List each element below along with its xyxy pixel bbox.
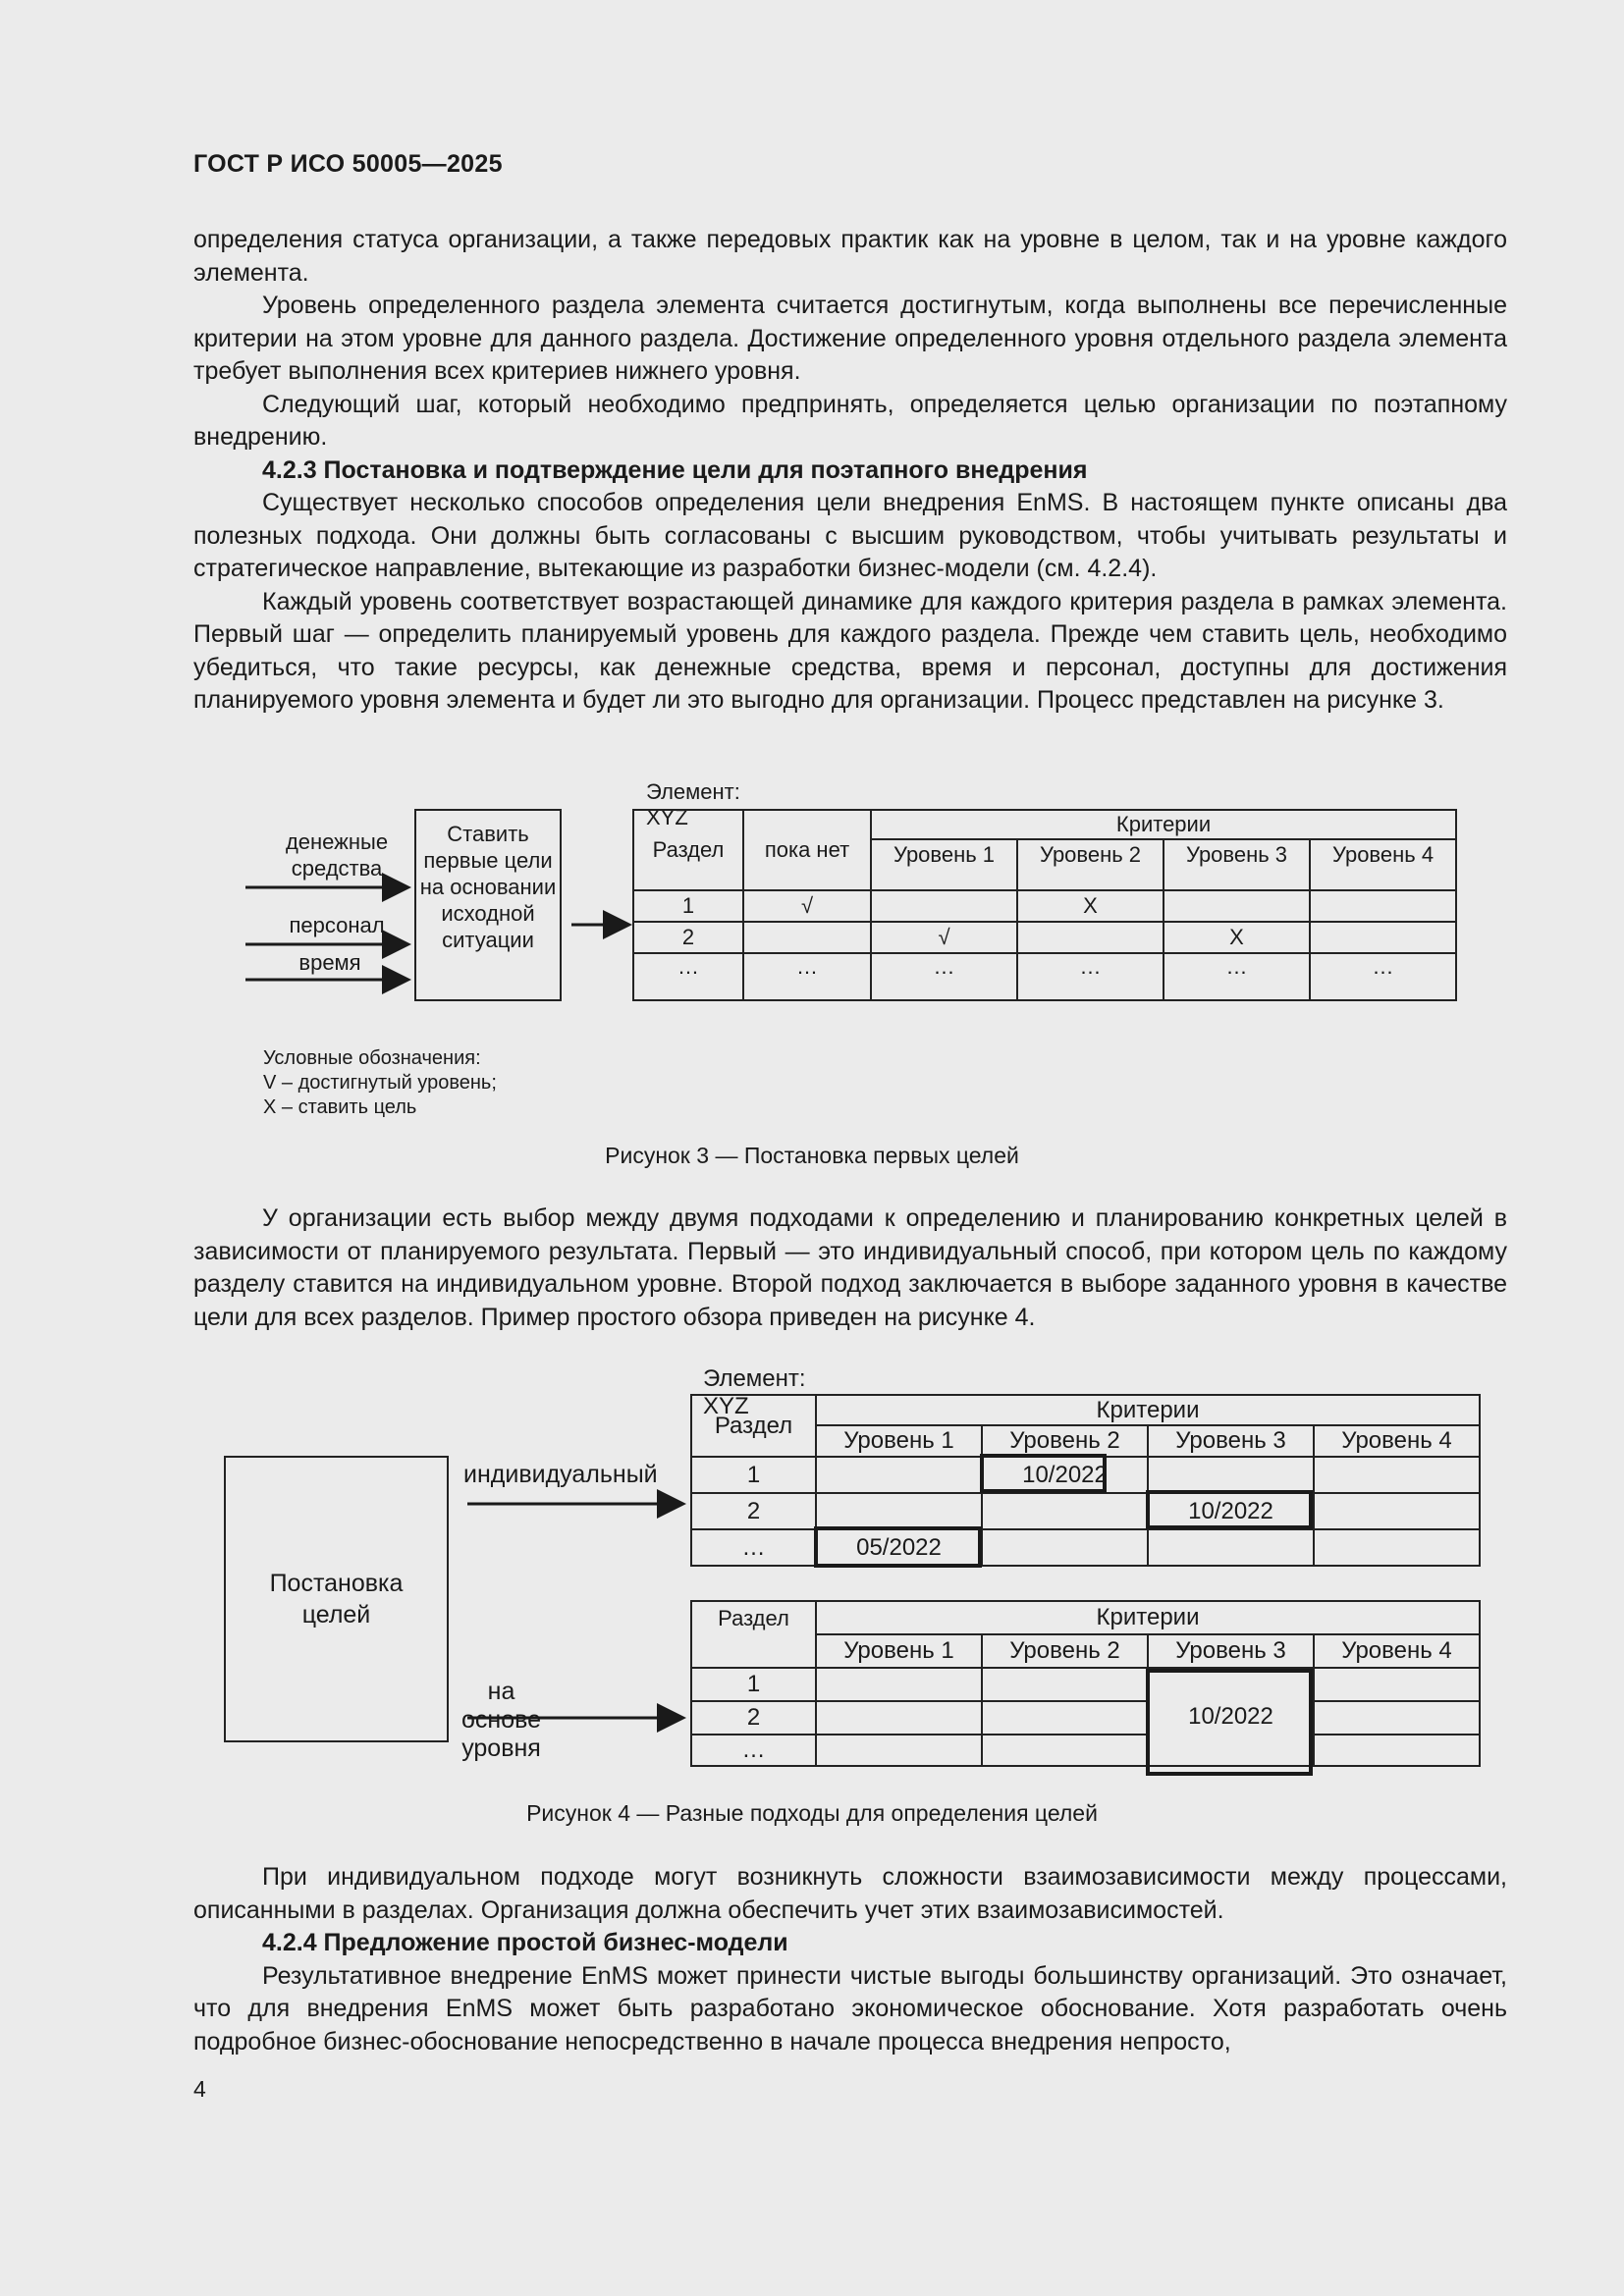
table-cell: … [691,1529,816,1566]
paragraph: Каждый уровень соответствует возрастающей динамике для каждого критерия раздела в рамках элемента. Первый шаг — определить планируемый уровень для каждого раздела. Прежде чем ставить цель, необходимо убедиться, что такие ресурсы, как денежные средства, время и персонал, доступны для достижения планируемого уровня элемента и будет ли это выгодно для организации. Процесс представлен на рисунке 3. [193,587,1507,714]
paragraph: Существует несколько способов определения цели внедрения EnMS. В настоящем пункте описаны два полезных подхода. Они должны быть согласованы с высшим руководством, чтобы учитывать результаты и стратегическое направление, вытекающие из разработки бизнес-модели (см. 4.2.4). [193,489,1507,582]
table-cell [816,1493,982,1529]
page-number: 4 [193,2076,206,2102]
section-heading: 4.2.4 Предложение простой бизнес-модели [262,1929,788,1956]
header-section: Раздел [691,1395,816,1457]
header-level-1: Уровень 1 [816,1634,982,1668]
input-label-money: денежные средства [285,829,389,881]
target-highlight [1146,1669,1313,1776]
section-heading: 4.2.3 Постановка и подтверждение цели для поэтапного внедрения [262,455,1088,484]
element-label: Элемент: XYZ [703,1365,806,1419]
header-criteria: Критерии [871,810,1456,839]
table-cell: … [1164,953,1310,1000]
paragraph: При индивидуальном подходе могут возникнуть сложности взаимозависимости между процессами, описанными в разделах. Организация должна обеспечить учет этих взаимозависимостей. [193,1863,1507,1924]
table-cell [982,1529,1148,1566]
table-row [691,1701,1480,1735]
table-cell [816,1457,982,1493]
table-cell [982,1668,1148,1701]
table-cell [1314,1493,1480,1529]
header-level-1: Уровень 1 [871,839,1017,890]
table-cell [1314,1529,1480,1566]
paragraph: Уровень определенного раздела элемента считается достигнутым, когда выполнены все перечисленные критерии на этом уровне для данного раздела. Достижение определенного уровня отдельного раздела элемента требует выполнения всех критериев нижнего уровня. [193,292,1507,385]
table-cell [816,1701,982,1735]
table-cell: 1 [691,1668,816,1701]
goal-setting-box: Постановка целей [224,1456,449,1742]
table-cell [1148,1457,1314,1493]
legend-title: Условные обозначения: [263,1047,481,1069]
table-cell: 2 [691,1493,816,1529]
table-cell: 05/2022 [816,1529,982,1566]
paragraph: У организации есть выбор между двумя подходами к определению и планированию конкретных целей в зависимости от планируемого результата. Первый — это индивидуальный способ, при котором цель по каждому разделу ставится на индивидуальном уровне. Второй подход заключается в выборе заданного уровня в качестве цели для всех разделов. Пример простого обзора приведен на рисунке 4. [193,1204,1507,1331]
table-cell: … [691,1735,816,1766]
header-level-4: Уровень 4 [1314,1634,1480,1668]
target-highlight [980,1454,1107,1493]
header-level-3: Уровень 3 [1164,839,1310,890]
table-row [691,1493,1480,1529]
legend-item: X – ставить цель [263,1096,417,1118]
set-goals-box: Ставить первые цели на основании исходной ситуации [414,809,562,1001]
table-cell: 10/2022 [982,1457,1148,1493]
table-row [691,1668,1480,1701]
document-header: ГОСТ Р ИСО 50005—2025 [193,150,503,178]
text-block-bottom [193,1861,1507,2058]
table-cell: X [1164,922,1310,953]
target-highlight [814,1526,982,1568]
table-cell: … [1310,953,1456,1000]
header-level-4: Уровень 4 [1310,839,1456,890]
target-highlight [1146,1490,1313,1529]
table-cell [982,1701,1148,1735]
header-level-2: Уровень 2 [982,1425,1148,1457]
table-cell [1148,1529,1314,1566]
header-level-3: Уровень 3 [1148,1634,1314,1668]
table-cell: … [871,953,1017,1000]
input-label-time: время [298,950,361,975]
table-cell: 1 [691,1457,816,1493]
input-label-staff: персонал [289,913,385,937]
header-not-yet: пока нет [743,810,871,890]
table-cell [982,1493,1148,1529]
table-cell: … [633,953,743,1000]
header-level-1: Уровень 1 [816,1425,982,1457]
header-section: Раздел [691,1601,816,1668]
header-section: Раздел [633,810,743,890]
table-cell: √ [871,922,1017,953]
table-cell [982,1735,1148,1766]
table-cell: … [743,953,871,1000]
table-cell: 1 [633,890,743,922]
table-cell: 2 [633,922,743,953]
header-level-2: Уровень 2 [982,1634,1148,1668]
table-cell [816,1735,982,1766]
figure-4-caption: Рисунок 4 — Разные подходы для определения целей [526,1800,1098,1826]
header-level-2: Уровень 2 [1017,839,1164,890]
approach-level-label: на основе уровня [461,1678,542,1762]
table-cell [1314,1457,1480,1493]
table-cell-target: 10/2022 [1148,1668,1314,1766]
table-cell: 2 [691,1701,816,1735]
figure-4-table-level [690,1600,1481,1767]
legend-item: V – достигнутый уровень; [263,1072,497,1094]
header-criteria: Критерии [816,1395,1480,1425]
table-cell: … [1017,953,1164,1000]
table-cell [1314,1668,1480,1701]
figure-3-caption: Рисунок 3 — Постановка первых целей [605,1143,1019,1168]
header-criteria: Критерии [816,1601,1480,1634]
table-cell [1314,1735,1480,1766]
header-level-3: Уровень 3 [1148,1425,1314,1457]
table-cell: 10/2022 [1148,1493,1314,1529]
paragraph: определения статуса организации, а также передовых практик как на уровне в целом, так и на уровне каждого элемента. [193,226,1507,287]
table-cell [816,1668,982,1701]
approach-individual-label: индивидуальный [463,1461,658,1488]
element-label: Элемент: XYZ [646,779,740,829]
table-cell: X [1017,890,1164,922]
table-cell: √ [743,890,871,922]
paragraph: Результативное внедрение EnMS может принести чистые выгоды большинству организаций. Это означает, что для внедрения EnMS может быть разработано экономическое обоснование. Хотя разработать очень подробное бизнес-обоснование непосредственно в начале процесса внедрения непросто, [193,1961,1507,2056]
table-row [691,1735,1480,1766]
table-row [691,1529,1480,1566]
paragraph: Следующий шаг, который необходимо предпринять, определяется целью организации по поэтапному внедрению. [193,390,1507,451]
header-level-4: Уровень 4 [1314,1425,1480,1457]
table-cell [1314,1701,1480,1735]
